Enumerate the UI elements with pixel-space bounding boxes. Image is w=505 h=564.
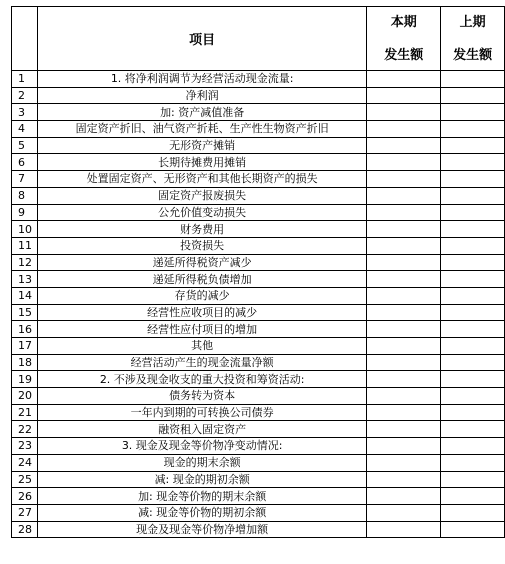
row-item-label: 1. 将净利润调节为经营活动现金流量:	[37, 71, 366, 88]
row-number: 7	[12, 171, 38, 188]
row-item-label: 财务费用	[37, 221, 366, 238]
row-number: 25	[12, 471, 38, 488]
cash-flow-supplement-table-wrapper	[11, 6, 505, 538]
header-previous-period	[441, 7, 505, 71]
row-number: 22	[12, 421, 38, 438]
row-number: 19	[12, 371, 38, 388]
table-row	[12, 104, 505, 121]
row-number: 12	[12, 254, 38, 271]
current-period-amount-cell[interactable]	[367, 287, 441, 304]
row-number: 28	[12, 521, 38, 538]
table-row	[12, 171, 505, 188]
row-number: 27	[12, 504, 38, 521]
table-row	[12, 371, 505, 388]
current-period-amount-cell[interactable]	[367, 354, 441, 371]
current-period-amount-cell[interactable]	[367, 271, 441, 288]
row-item-label: 公允价值变动损失	[37, 204, 366, 221]
row-number: 11	[12, 237, 38, 254]
table-row	[12, 87, 505, 104]
current-period-amount-cell[interactable]	[367, 104, 441, 121]
table-row	[12, 338, 505, 355]
previous-period-amount-cell[interactable]	[441, 287, 505, 304]
table-row	[12, 504, 505, 521]
row-number: 15	[12, 304, 38, 321]
row-item-label: 现金的期末余额	[37, 454, 366, 471]
table-header-row	[12, 7, 505, 71]
previous-period-amount-cell[interactable]	[441, 121, 505, 138]
current-period-amount-cell[interactable]	[367, 304, 441, 321]
previous-period-amount-cell[interactable]	[441, 504, 505, 521]
previous-period-amount-cell[interactable]	[441, 438, 505, 455]
row-item-label: 加: 现金等价物的期末余额	[37, 488, 366, 505]
row-item-label: 减: 现金的期初余额	[37, 471, 366, 488]
header-current-period	[367, 7, 441, 71]
table-row	[12, 321, 505, 338]
table-row	[12, 488, 505, 505]
current-period-amount-cell[interactable]	[367, 204, 441, 221]
row-number: 16	[12, 321, 38, 338]
table-row	[12, 304, 505, 321]
current-period-amount-cell[interactable]	[367, 87, 441, 104]
previous-period-amount-cell[interactable]	[441, 204, 505, 221]
table-row	[12, 154, 505, 171]
current-period-amount-cell[interactable]	[367, 488, 441, 505]
row-item-label: 加: 资产减值准备	[37, 104, 366, 121]
table-row	[12, 271, 505, 288]
previous-period-amount-cell[interactable]	[441, 454, 505, 471]
header-current-line1: 本期	[390, 14, 417, 30]
table-body	[12, 71, 505, 538]
cash-flow-supplement-table	[11, 6, 505, 538]
row-number: 20	[12, 388, 38, 405]
table-row	[12, 421, 505, 438]
row-item-label: 固定资产报废损失	[37, 187, 366, 204]
row-number: 3	[12, 104, 38, 121]
previous-period-amount-cell[interactable]	[441, 404, 505, 421]
row-item-label: 现金及现金等价物净增加额	[37, 521, 366, 538]
current-period-amount-cell[interactable]	[367, 121, 441, 138]
table-row	[12, 521, 505, 538]
current-period-amount-cell[interactable]	[367, 371, 441, 388]
previous-period-amount-cell[interactable]	[441, 221, 505, 238]
row-item-label: 无形资产摊销	[37, 137, 366, 154]
row-number: 26	[12, 488, 38, 505]
previous-period-amount-cell[interactable]	[441, 171, 505, 188]
current-period-amount-cell[interactable]	[367, 237, 441, 254]
previous-period-amount-cell[interactable]	[441, 271, 505, 288]
table-row	[12, 187, 505, 204]
row-item-label: 其他	[37, 338, 366, 355]
row-number: 4	[12, 121, 38, 138]
current-period-amount-cell[interactable]	[367, 521, 441, 538]
row-number: 10	[12, 221, 38, 238]
row-number: 6	[12, 154, 38, 171]
previous-period-amount-cell[interactable]	[441, 338, 505, 355]
current-period-amount-cell[interactable]	[367, 137, 441, 154]
row-item-label: 处置固定资产、无形资产和其他长期资产的损失	[37, 171, 366, 188]
table-row	[12, 137, 505, 154]
previous-period-amount-cell[interactable]	[441, 321, 505, 338]
current-period-amount-cell[interactable]	[367, 421, 441, 438]
table-row	[12, 221, 505, 238]
previous-period-amount-cell[interactable]	[441, 304, 505, 321]
row-number: 24	[12, 454, 38, 471]
row-item-label: 存货的减少	[37, 287, 366, 304]
table-row	[12, 438, 505, 455]
row-item-label: 投资损失	[37, 237, 366, 254]
current-period-amount-cell[interactable]	[367, 504, 441, 521]
current-period-amount-cell[interactable]	[367, 171, 441, 188]
current-period-amount-cell[interactable]	[367, 438, 441, 455]
current-period-amount-cell[interactable]	[367, 321, 441, 338]
row-number: 14	[12, 287, 38, 304]
row-number: 18	[12, 354, 38, 371]
previous-period-amount-cell[interactable]	[441, 187, 505, 204]
current-period-amount-cell[interactable]	[367, 221, 441, 238]
previous-period-amount-cell[interactable]	[441, 421, 505, 438]
row-item-label: 经营性应付项目的增加	[37, 321, 366, 338]
row-item-label: 融资租入固定资产	[37, 421, 366, 438]
previous-period-amount-cell[interactable]	[441, 71, 505, 88]
row-item-label: 递延所得税资产减少	[37, 254, 366, 271]
row-item-label: 2. 不涉及现金收支的重大投资和筹资活动:	[37, 371, 366, 388]
previous-period-amount-cell[interactable]	[441, 521, 505, 538]
row-item-label: 递延所得税负债增加	[37, 271, 366, 288]
previous-period-amount-cell[interactable]	[441, 87, 505, 104]
current-period-amount-cell[interactable]	[367, 154, 441, 171]
header-item: 项目	[37, 7, 366, 71]
previous-period-amount-cell[interactable]	[441, 137, 505, 154]
row-item-label: 固定资产折旧、油气资产折耗、生产性生物资产折旧	[37, 121, 366, 138]
row-number: 9	[12, 204, 38, 221]
table-row	[12, 121, 505, 138]
row-item-label: 经营活动产生的现金流量净额	[37, 354, 366, 371]
row-number: 21	[12, 404, 38, 421]
current-period-amount-cell[interactable]	[367, 187, 441, 204]
row-item-label: 长期待摊费用摊销	[37, 154, 366, 171]
header-current-line2: 发生额	[384, 47, 424, 63]
current-period-amount-cell[interactable]	[367, 404, 441, 421]
row-number: 17	[12, 338, 38, 355]
current-period-amount-cell[interactable]	[367, 454, 441, 471]
table-row	[12, 237, 505, 254]
row-item-label: 净利润	[37, 87, 366, 104]
previous-period-amount-cell[interactable]	[441, 471, 505, 488]
current-period-amount-cell[interactable]	[367, 388, 441, 405]
previous-period-amount-cell[interactable]	[441, 104, 505, 121]
current-period-amount-cell[interactable]	[367, 71, 441, 88]
current-period-amount-cell[interactable]	[367, 471, 441, 488]
row-item-label: 经营性应收项目的减少	[37, 304, 366, 321]
previous-period-amount-cell[interactable]	[441, 154, 505, 171]
table-row	[12, 454, 505, 471]
header-previous-line1: 上期	[459, 14, 486, 30]
table-row	[12, 388, 505, 405]
header-index-cell	[12, 7, 38, 71]
previous-period-amount-cell[interactable]	[441, 354, 505, 371]
previous-period-amount-cell[interactable]	[441, 488, 505, 505]
row-number: 1	[12, 71, 38, 88]
row-number: 23	[12, 438, 38, 455]
row-item-label: 一年内到期的可转换公司债券	[37, 404, 366, 421]
row-number: 2	[12, 87, 38, 104]
table-row	[12, 287, 505, 304]
table-row	[12, 71, 505, 88]
previous-period-amount-cell[interactable]	[441, 237, 505, 254]
row-item-label: 减: 现金等价物的期初余额	[37, 504, 366, 521]
row-item-label: 债务转为资本	[37, 388, 366, 405]
previous-period-amount-cell[interactable]	[441, 254, 505, 271]
previous-period-amount-cell[interactable]	[441, 371, 505, 388]
previous-period-amount-cell[interactable]	[441, 388, 505, 405]
table-row	[12, 354, 505, 371]
row-number: 8	[12, 187, 38, 204]
table-row	[12, 254, 505, 271]
table-row	[12, 404, 505, 421]
header-previous-line2: 发生额	[453, 47, 493, 63]
row-number: 5	[12, 137, 38, 154]
row-item-label: 3. 现金及现金等价物净变动情况:	[37, 438, 366, 455]
current-period-amount-cell[interactable]	[367, 254, 441, 271]
table-row	[12, 471, 505, 488]
current-period-amount-cell[interactable]	[367, 338, 441, 355]
table-row	[12, 204, 505, 221]
row-number: 13	[12, 271, 38, 288]
